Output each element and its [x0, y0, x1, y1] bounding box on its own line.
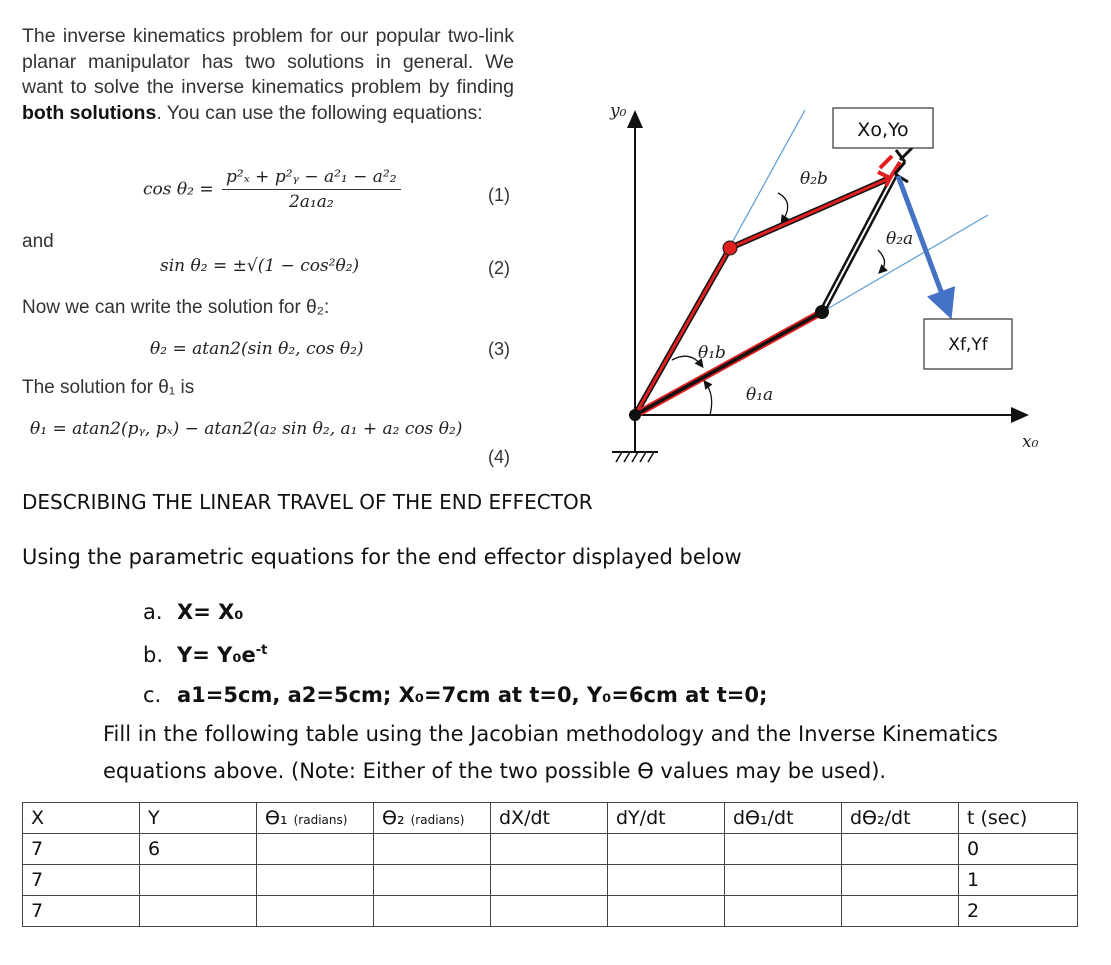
theta2a-label: θ₂a	[886, 229, 914, 249]
theta1a-label: θ₁a	[746, 385, 774, 405]
eq1-numerator: p²ₓ + p²ᵧ − a²₁ − a²₂	[222, 167, 401, 190]
table-cell[interactable]	[608, 834, 725, 865]
table-cell[interactable]	[725, 896, 842, 927]
header-y: Y	[140, 803, 257, 834]
table-cell[interactable]	[725, 865, 842, 896]
eq3-number: (3)	[488, 339, 510, 359]
base-joint	[629, 409, 641, 421]
header-theta2: ϴ₂ (radians)	[374, 803, 491, 834]
manipulator-diagram	[560, 90, 1080, 475]
header-dtheta1dt: dϴ₁/dt	[725, 803, 842, 834]
eq1-fraction	[222, 167, 401, 212]
header-theta1: ϴ₁ (radians)	[257, 803, 374, 834]
table-cell[interactable]	[374, 896, 491, 927]
table-cell[interactable]	[374, 865, 491, 896]
item-a-text: X= X₀	[177, 600, 244, 624]
fill-instructions: Fill in the following table using the Jacobian methodology and the Inverse Kinematics equations above. (Note: Either of the two possible ϴ values may be used).	[103, 722, 998, 783]
item-b-text: Y= Y₀e	[177, 643, 256, 667]
table-cell[interactable]: 6	[140, 834, 257, 865]
using-text: Using the parametric equations for the end effector displayed below	[22, 545, 742, 569]
item-c-label: c.	[143, 683, 162, 707]
table-cell[interactable]	[140, 865, 257, 896]
end-point-label: Xf,Yf	[948, 335, 988, 355]
intro-text-1: The inverse kinematics problem for our popular two-link planar manipulator has two solutions in general. We want to solve the inverse kinematics problem by finding	[22, 25, 514, 98]
header-dtheta2dt: dϴ₂/dt	[842, 803, 959, 834]
eq1-denominator: 2a₁a₂	[288, 192, 334, 212]
item-a-label: a.	[143, 600, 163, 624]
y-axis-label: y₀	[610, 101, 627, 121]
red-arm	[635, 178, 890, 415]
intro-text-2: . You can use the following equations:	[156, 101, 483, 124]
black-arm	[635, 174, 895, 415]
table-row	[23, 865, 1078, 896]
theta2b-arc	[778, 193, 788, 222]
equation-2: sin θ₂ = ±√(1 − cos²θ₂)	[160, 256, 360, 276]
list-item-b	[143, 643, 267, 667]
and-label: and	[22, 231, 54, 252]
table-cell[interactable]: 0	[959, 834, 1078, 865]
theta2-solution-text: Now we can write the solution for θ₂:	[22, 297, 330, 318]
start-point-label: Xo,Yo	[857, 119, 909, 141]
eq2-number: (2)	[488, 258, 510, 278]
table-header-row	[23, 803, 1078, 834]
eq1-number: (1)	[488, 185, 510, 205]
item-c-text: a1=5cm, a2=5cm; X₀=7cm at t=0, Y₀=6cm at t=0;	[177, 683, 768, 707]
equation-4: θ₁ = atan2(pᵧ, pₓ) − atan2(a₂ sin θ₂, a₁ + a₂ cos θ₂)	[30, 419, 463, 439]
intro-bold: both solutions	[22, 101, 157, 124]
table-cell[interactable]	[842, 865, 959, 896]
x-axis-label: x₀	[1022, 432, 1039, 452]
table-cell[interactable]	[608, 896, 725, 927]
header-x: X	[23, 803, 140, 834]
eq1-lhs: cos θ₂ =	[143, 179, 214, 200]
theta2b-label: θ₂b	[800, 169, 828, 189]
table-cell[interactable]	[491, 834, 608, 865]
table-cell[interactable]: 7	[23, 896, 140, 927]
theta1-solution-text: The solution for θ₁ is	[22, 377, 195, 398]
theta1a-arc	[705, 382, 712, 415]
table-cell[interactable]	[491, 896, 608, 927]
table-row	[23, 834, 1078, 865]
eq4-number: (4)	[488, 447, 510, 467]
table-cell[interactable]	[374, 834, 491, 865]
header-t: t (sec)	[959, 803, 1078, 834]
equation-3: θ₂ = atan2(sin θ₂, cos θ₂)	[150, 339, 364, 359]
theta1b-label: θ₁b	[698, 343, 726, 363]
table-cell[interactable]: 1	[959, 865, 1078, 896]
table-cell[interactable]	[608, 865, 725, 896]
table-cell[interactable]	[257, 865, 374, 896]
ground-symbol	[612, 417, 658, 462]
table-cell[interactable]	[257, 834, 374, 865]
results-table	[22, 802, 1078, 927]
table-cell[interactable]	[257, 896, 374, 927]
theta2a-arc	[878, 250, 885, 272]
header-dxdt: dX/dt	[491, 803, 608, 834]
header-dydt: dY/dt	[608, 803, 725, 834]
list-item-a	[143, 600, 244, 624]
table-cell[interactable]	[491, 865, 608, 896]
list-item-c	[143, 683, 767, 707]
table-cell[interactable]: 7	[23, 834, 140, 865]
intro-paragraph	[22, 24, 514, 126]
table-cell[interactable]	[725, 834, 842, 865]
section-title: DESCRIBING THE LINEAR TRAVEL OF THE END EFFECTOR	[22, 490, 593, 514]
table-cell[interactable]	[140, 896, 257, 927]
table-cell[interactable]: 2	[959, 896, 1078, 927]
item-b-sup: -t	[255, 643, 268, 658]
table-cell[interactable]: 7	[23, 865, 140, 896]
table-cell[interactable]	[842, 834, 959, 865]
table-row	[23, 896, 1078, 927]
item-b-label: b.	[143, 643, 164, 667]
table-cell[interactable]	[842, 896, 959, 927]
equation-1	[143, 167, 401, 212]
